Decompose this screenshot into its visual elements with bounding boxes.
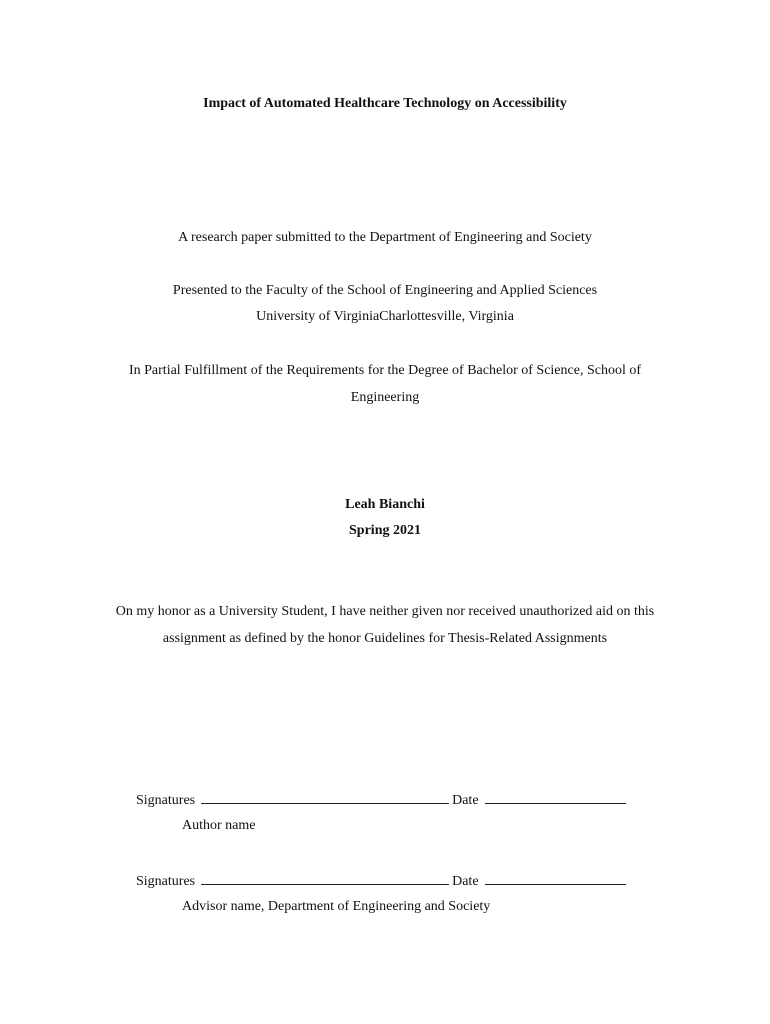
fulfillment-line-1: In Partial Fulfillment of the Requirements for the Degree of Bachelor of Science, School of — [128, 363, 641, 378]
author-name: Leah Bianchi — [345, 497, 425, 512]
presented-to-line: Presented to the Faculty of the School of Engineering and Applied Sciences — [172, 283, 598, 298]
signature-label: Signatures — [136, 793, 196, 808]
honor-pledge-line-2: assignment as defined by the honor Guidelines for Thesis-Related Assignments — [162, 631, 608, 646]
term: Spring 2021 — [349, 523, 421, 538]
submission-statement: A research paper submitted to the Department of Engineering and Society — [178, 230, 592, 245]
advisor-name-caption: Advisor name, Department of Engineering and Society — [182, 899, 491, 914]
fulfillment-line-2: Engineering — [350, 390, 420, 405]
author-name-caption: Author name — [182, 818, 256, 833]
date-label: Date — [452, 874, 479, 889]
advisor-signature-line[interactable] — [201, 871, 449, 885]
author-signature-row — [136, 790, 629, 810]
honor-pledge-line-1: On my honor as a University Student, I have neither given nor received unauthorized aid on this — [115, 604, 655, 619]
paper-title: Impact of Automated Healthcare Technology on Accessibility — [203, 96, 567, 111]
author-signature-line[interactable] — [201, 790, 449, 804]
university-location-line: University of VirginiaCharlottesville, Virginia — [256, 309, 514, 324]
author-date-line[interactable] — [485, 790, 626, 804]
advisor-signature-row — [136, 871, 629, 891]
signature-label: Signatures — [136, 874, 196, 889]
date-label: Date — [452, 793, 479, 808]
advisor-date-line[interactable] — [485, 871, 626, 885]
